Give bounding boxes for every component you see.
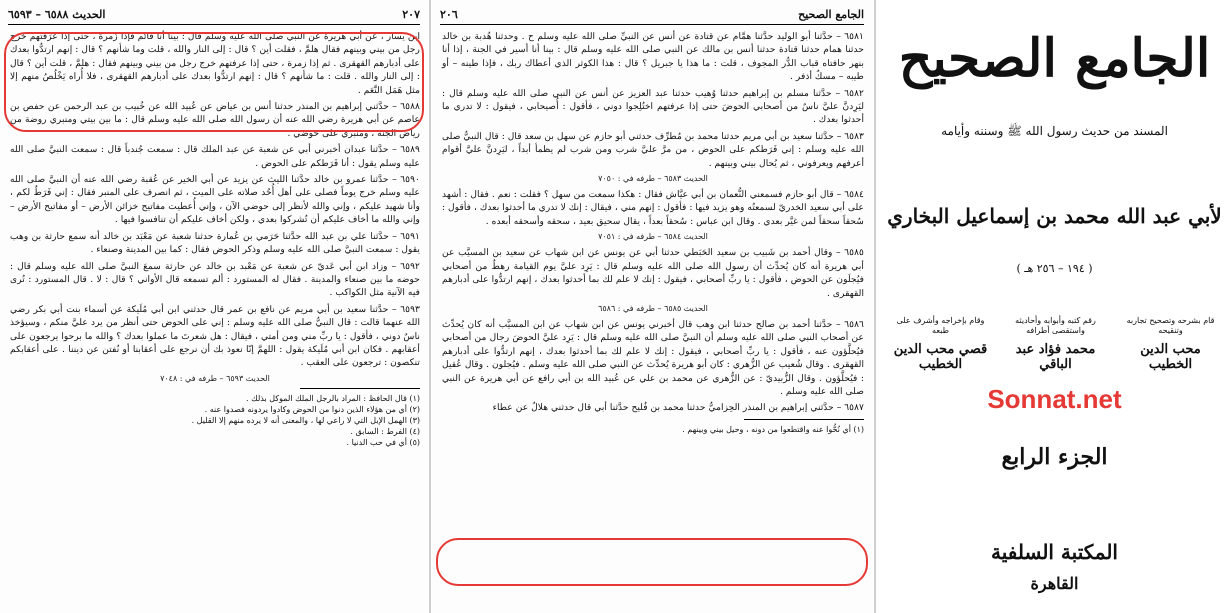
editor-name: قصي محب الدين الخطيب — [893, 342, 988, 372]
footnote-rule — [744, 419, 864, 420]
middle-page — [432, 0, 872, 613]
highlight-ring-top — [4, 32, 424, 132]
middle-page-header — [440, 6, 864, 22]
book-title: الجامع الصحيح — [898, 28, 1211, 89]
hadith-paragraph: ٦٥٩٢ – وزاد ابن أبي عَديّ عن شعبة عن مَعْبد بن خالد عن حارثة سمعَ النبيَّ صلى الله عليه وسلم قال : حوضه ما بين صنعاء والمدينة . فقال له المستورد : ألم تسمعه قال الأواني ؟ قال : لا . قال المستورد : تُرى فيه الآنية مثل الكواكب . — [10, 260, 420, 299]
cover-page — [878, 0, 1231, 613]
editor-block — [1118, 316, 1223, 372]
cross-reference: الحديث ٦٥٨٣ – طرفه في : ٧٠٥٠ — [598, 174, 708, 184]
middle-text-column — [442, 30, 864, 435]
hadith-paragraph: ٦٥٨٣ – حدَّثنا سعيد بن أبي مريم حدثنا محمد بن مُطرِّف حدثني أبو حازم عن سهل بن سعد قال : قال النبيُّ صلى الله عليه وسلم : إني فَرَطكم على الحوض ، من مرَّ عليَّ شرب ومن شرب لم يظمأ أبداً ، ليَرِدنَّ عليَّ أقوام أعرفهم ويعرفوني ، ثم يُحال بيني وبينهم . — [442, 130, 864, 169]
footnote: (٤) الفرط : السابق . — [350, 426, 420, 436]
hadith-paragraph: ٦٥٨٢ – حدَّثنا مسلم بن إبراهيم حدثنا وُهيب حدثنا عبد العزيز عن أنس عن النبي صلى الله عليه وسلم قال : ليَرِدنَّ عليَّ ناسٌ من أصحابي الحوضَ حتى إذا عرفتهم اختُلِجوا دوني ، فأقول : أُصيحابي ، فيقول : لا تدري ما أحدثوا بعدك . — [442, 87, 864, 126]
highlight-ring-bottom — [436, 538, 868, 586]
left-page — [0, 0, 428, 613]
hadith-paragraph: ٦٥٨٤ – قال أبو حازم فسمعني النُّعمان بن أبي عيَّاش فقال : هكذا سمعت من سهل ؟ فقلت : نعم . فقال : أشهد على أبي سعيد الخدريّ لسمعتُه وهو يزيد فيها : فأقول : إنهم مني ، فيقال : إنك لا تدري ما أحدثوا بعدك ، فأقول : سُحقاً سحقاً لمن غيَّر بعدي . وقال ابن عباس : سُحقاً بعداً ، يقال سحيق بعيد ، سحقه وأسحقه أبعده . — [442, 189, 864, 227]
publisher-city: القاهرة — [1030, 574, 1079, 593]
footnote: (٢) أي من هؤلاء الذين دنوا من الحوض وكادوا يردونه فصدوا عنه . — [204, 404, 420, 414]
hadith-paragraph: ٦٥٨٥ – وقال أحمد بن شَبيب بن سعيد الحَبَطي حدثنا أبي عن يونس عن ابن شهاب عن سعيد بن المسيَّب عن أبي هريرة أنه كان يُحدِّث أن رسول الله صلى الله عليه وسلم قال : يَرِد عليَّ يوم القيامة رهطٌ من أصحابي فيُجلَون عن الحوض ، فأقول : يا ربِّ أصحابي ، فيقول : إنك لا علم لك بما أحدثوا بعدك ، إنهم ارتدُّوا على أدبارهم القهقرى . — [442, 247, 864, 299]
hadith-paragraph: ٦٥٨٦ – حدَّثنا أحمد بن صالح حدثنا ابن وهب قال أخبرني يونس عن ابن شهاب عن ابن المسيَّب أنه كان يُحدِّث عن أصحاب النبي صلى الله عليه وسلم أن النبيَّ صلى الله عليه وسلم قال : يَرِد عليَّ الحوضَ رجال من أصحابي فيُحلَّؤون عنه ، فأقول : يا ربِّ أصحابي ، فيقول : إنك لا علم لك بما أحدثوا بعدك ، إنهم ارتدُّوا على أدبارهم القهقرى . وقال شُعيب عن الزُّهري : كان أبو هريرة يُحدِّث عن النبي صلى الله عليه وسلم . فيُجلون . وقال عُقيل : فيُحلَّؤون . وقال الزُّبيديّ : عن الزُّهري عن محمد بن علي عن عُبيد الله بن أبي رافع عن أبي هريرة عن النبي صلى الله عليه وسلم . — [442, 318, 864, 397]
author-years: ( ١٩٤ – ٢٥٦ هـ ) — [1016, 262, 1093, 275]
hadith-paragraph: ٦٥٨٨ – حدَّثني إبراهيم بن المنذر حدثنا أنس بن عياض عن عُبيد الله عن خُبيب بن عبد الرحمن عن حفص بن عاصم عن أبي هريرة رضي الله عنه أن رسول الله صلى الله عليه وسلم قال : ما بين بيتي ومنبري روضة من رياض الجنة ، ومنبري على حوضي . — [10, 101, 420, 139]
editor-name: محمد فؤاد عبد الباقي — [1015, 342, 1096, 372]
cross-reference: الحديث ٦٥٨٤ – طرفه في : ٧٠٥١ — [598, 232, 708, 242]
hadith-paragraph: ٦٥٩١ – حدَّثنا علي بن عبد الله حدَّثنا حَرَمي بن عُمارة حدثنا شعبة عن مَعْبَد بن خالد أنه سمع حارثة بن وهب يقول : سمعت النبيَّ صلى الله عليه وسلم وذكر الحوض فقال : كما بين المدينة وصنعاء . — [10, 230, 420, 256]
editor-block — [888, 316, 993, 372]
editor-role: رقم كتبه وأبوابه وأحاديثه واستقصى أطرافه — [1015, 316, 1096, 335]
hadith-paragraph: ٦٥٩٠ – حدَّثنا عمرو بن خالد حدَّثنا الليث عن يزيد عن أبي الخير عن عُقبة رضي الله عنه أن النبيَّ صلى الله عليه وسلم خرج يوماً فصلى على أهل أُحُد صلاته على الميت ، ثم انصرف على المنبر فقال : إني فَرَطٌ لكم ، وأنا شهيد عليكم ، وإني والله لأنظر إلى حوضي الآن ، وإني أُعطيت مفاتيح خزائن الأرض – أو مفاتيح الأرض – وإني والله ما أخاف عليكم أن تُشركوا بعدي ، ولكن أخاف عليكم أن تنافسوا فيها . — [10, 174, 420, 226]
footnote: (١) أي نُحُّوا عنه واقتطعوا من دونه ، وحيل بيني وبينهم . — [682, 424, 864, 434]
book-subtitle: المسند من حديث رسول الله ﷺ وسننه وأيامه — [941, 124, 1168, 138]
editor-block — [1003, 316, 1108, 372]
footnote: (٣) الهمل الإبل التي لا راعي لها ، والمعنى أنه لا يرده منهم إلا القليل . — [191, 415, 420, 425]
editor-role: قام بشرحه وتصحيح تجاربه وتنقيحه — [1126, 316, 1215, 335]
volume-part: الجزء الرابع — [1001, 444, 1108, 470]
footnote: (٥) أي في حب الدنيا . — [346, 437, 420, 447]
footnote: (١) قال الحافظ : المراد بالرجل الملك الموكل بذلك . — [246, 393, 420, 403]
hadith-paragraph: ٦٥٨١ – حدَّثنا أبو الوليد حدَّثنا همَّام عن قتادة عن أنس عن النبيِّ صلى الله عليه وسلم ح . وحدثنا هُدبة بن خالد حدثنا همام حدثنا قتادة حدثنا أنس بن مالك عن النبي صلى الله عليه وسلم قال : بينا أنا أسير في الجنة ، إذا أنا بنهر حافتاه قباب الدُّر المجوف ، قلت : ما هذا يا جبريل ؟ قال : هذا الكوثر الذي أعطاك ربك ، فإذا طينه – أو طيبه – مسكٌ أذفر . — [442, 31, 864, 83]
hadith-paragraph: ابن يسار ، عن أبي هريرة عن النبي صلى الله عليه وسلم قال : بينا أنا قائم فإذا زُمرة ، حتى إذا عَرَفتهم خرج رجل من بيني وبينهم فقال هلمَّ ، فقلت أين ؟ قال : إلى النار والله ، قلت وما شأنهم ؟ قال : إنهم ارتدُّوا بعدك على أدبارهم القهقرى . ثم إذا زمرة ، حتى إذا عرفتهم خرج رجل من بيني وبينهم فقال : هلمَّ ، قلت أين ؟ قال : إلى النار والله . قلت : ما شأنهم ؟ قال : إنهم ارتدُّوا بعدك على أدبارهم القهقرى ، فلا أُراه يَخْلُصُ منهم إلا مثل هَمَل النَّعَم . — [10, 31, 420, 96]
left-header-range: الحديث ٦٥٨٨ – ٦٥٩٣ — [8, 7, 106, 21]
header-rule — [8, 24, 420, 25]
cross-reference: الحديث ٦٥٨٥ – طرفه في : ٦٥٨٦ — [598, 303, 708, 313]
page-divider — [429, 0, 431, 613]
editors-row — [888, 316, 1223, 372]
left-page-header — [8, 6, 420, 22]
header-rule — [440, 24, 864, 25]
editor-role: وقام بإخراجه وأشرف على طبعه — [896, 316, 985, 335]
editor-name: محب الدين الخطيب — [1140, 342, 1201, 372]
publisher-name: المكتبة السلفية — [990, 540, 1118, 564]
hadith-paragraph-highlighted: ٦٥٨٧ – حدَّثني إبراهيم بن المنذر الحِزاميُّ حدثنا محمد بن فُليح حدَّثنا أبي قال حدثني هلالٌ عن عطاء — [492, 402, 864, 414]
website-watermark: Sonnat.net — [987, 384, 1122, 414]
left-page-number: ٢٠٧ — [402, 7, 420, 21]
hadith-paragraph: ٦٥٩٣ – حدَّثنا سعيد بن أبي مريم عن نافع بن عمر قال حدثني ابن أبي مُلَيكة عن أسماء بنت أبي بكر رضي الله عنهما قالت : قال النبيُّ صلى الله عليه وسلم : إني على الحوض حتى أنظر من يرد عليَّ منكم ، وسيؤخذ ناسٌ دوني ، فأقول : يا ربِّ مني ومن أمتي ، فيقال : هل شعرتَ ما عملوا بعدك ؟ والله ما برحوا يرجعون على أعقابهم . فكان ابن أبي مُلَيكة يقول : اللهمَّ إنّا نعوذ بك أن نرجع على أعقابنا أو نُفتن عن ديننا . على أعقابكم تنكصون : ترجعون على العقب . — [10, 303, 420, 369]
middle-running-title: الجامع الصحيح — [798, 7, 864, 21]
hadith-paragraph: ٦٥٨٩ – حدَّثنا عبدان أخبرني أبي عن شعبة عن عبد الملك قال : سمعت جُندباً قال : سمعت النبيَّ صلى الله عليه وسلم يقول : أنا فَرَطكم على الحوض . — [10, 144, 420, 169]
footnote-rule — [300, 388, 420, 389]
book-author: لأبي عبد الله محمد بن إسماعيل البخاري — [887, 204, 1222, 228]
middle-page-number: ٢٠٦ — [440, 7, 458, 21]
cross-reference: الحديث ٦٥٩٣ – طرفه في : ٧٠٤٨ — [160, 373, 270, 383]
page-divider — [874, 0, 876, 613]
